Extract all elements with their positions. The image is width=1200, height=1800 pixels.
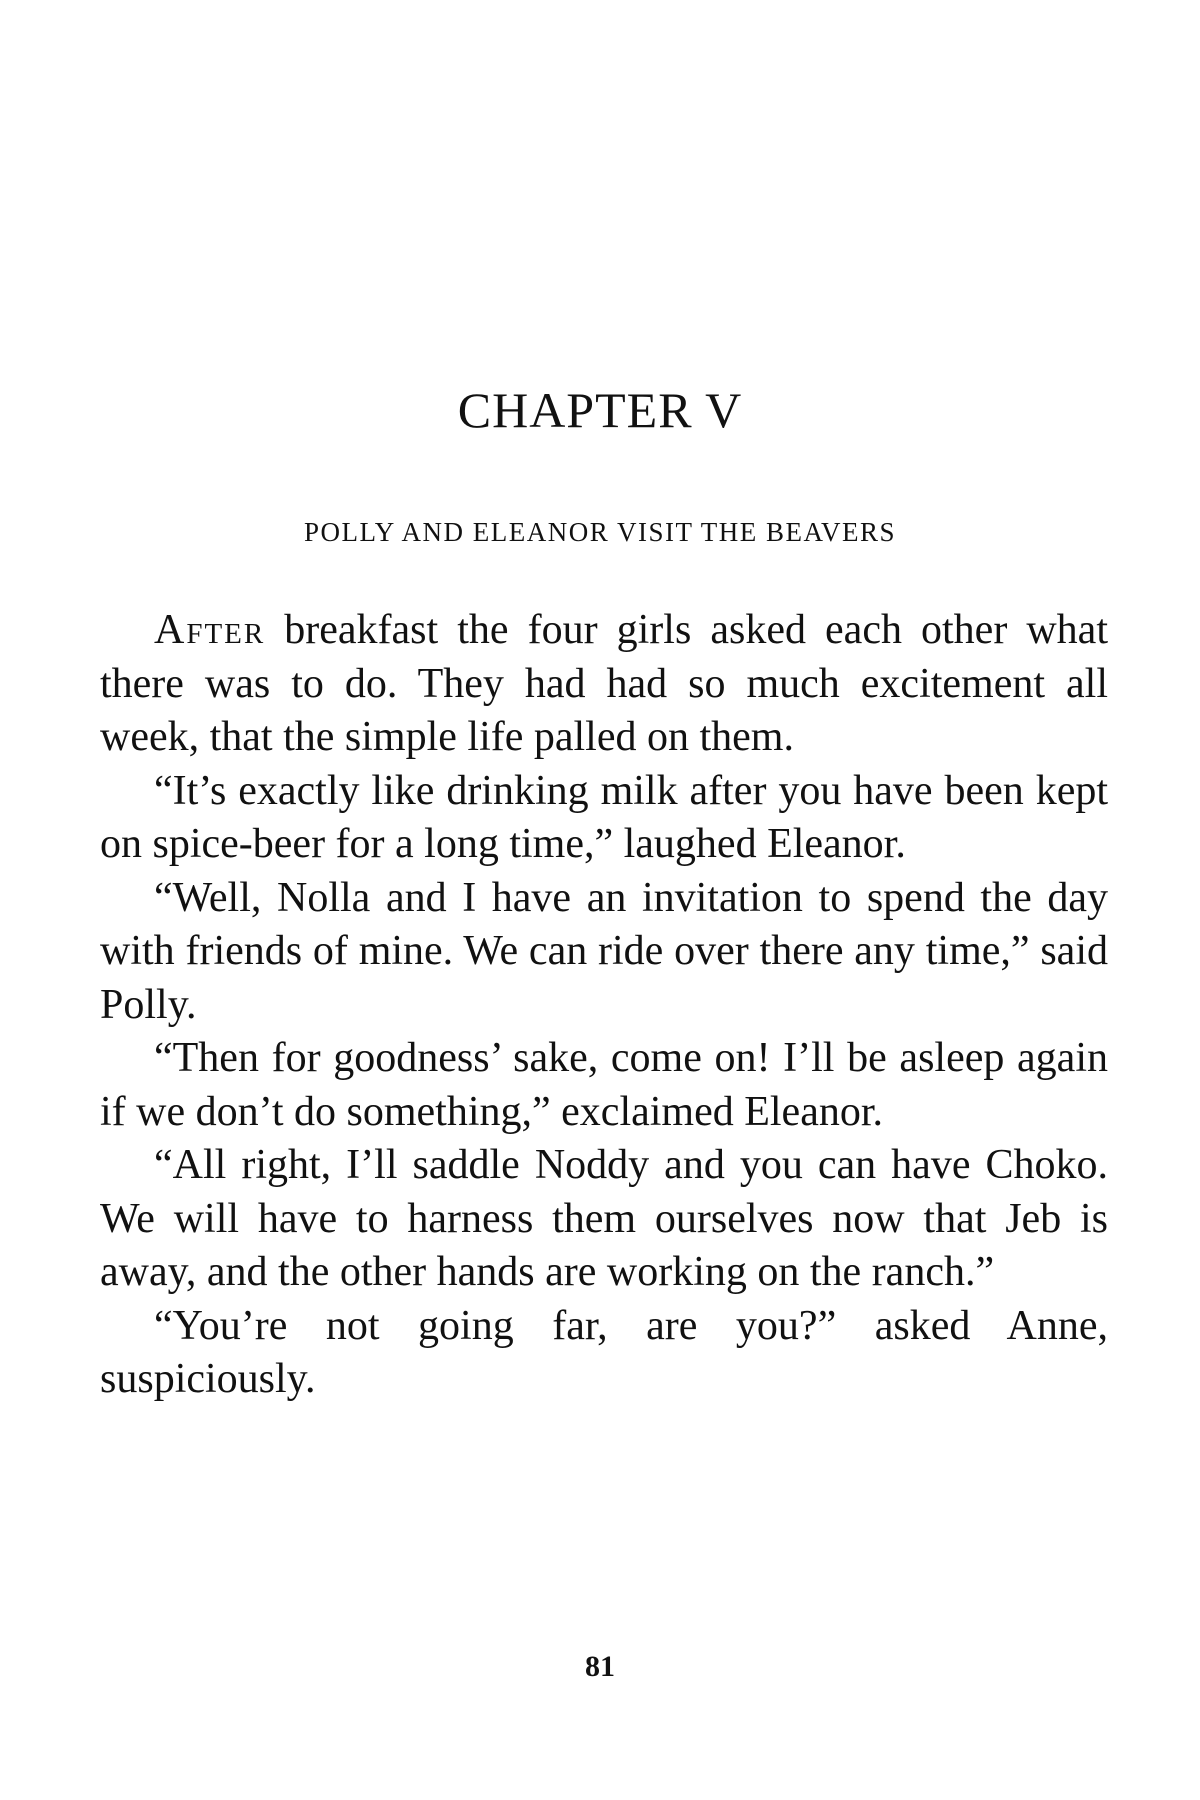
chapter-subtitle: POLLY AND ELEANOR VISIT THE BEAVERS — [303, 517, 897, 547]
paragraph-text: breakfast the four girls asked each other what there was to do. They had had so much excitement all week, that the simple life palled on them. — [100, 607, 1108, 760]
paragraph: “It’s exactly like drinking milk after you have been kept on spice-beer for a long time,” laughed Eleanor. — [100, 767, 1108, 867]
paragraph: “Well, Nolla and I have an invitation to spend the day with friends of mine. We can ride over there any time,” said Polly. — [100, 874, 1108, 1028]
paragraph: “All right, I’ll saddle Noddy and you can have Choko. We will have to harness them ourselves now that Jeb is away, and the other hands are working on the ranch.” — [100, 1142, 1108, 1295]
paragraph: “You’re not going far, are you?” asked Anne, suspiciously. — [100, 1302, 1108, 1402]
page-number: 81 — [585, 1650, 615, 1683]
paragraph — [100, 604, 1108, 765]
body-text — [100, 604, 1108, 1407]
opening-word: After — [154, 607, 266, 653]
chapter-title: CHAPTER V — [457, 382, 743, 438]
paragraph: “Then for goodness’ sake, come on! I’ll be asleep again if we don’t do something,” exclaimed Eleanor. — [100, 1035, 1108, 1135]
